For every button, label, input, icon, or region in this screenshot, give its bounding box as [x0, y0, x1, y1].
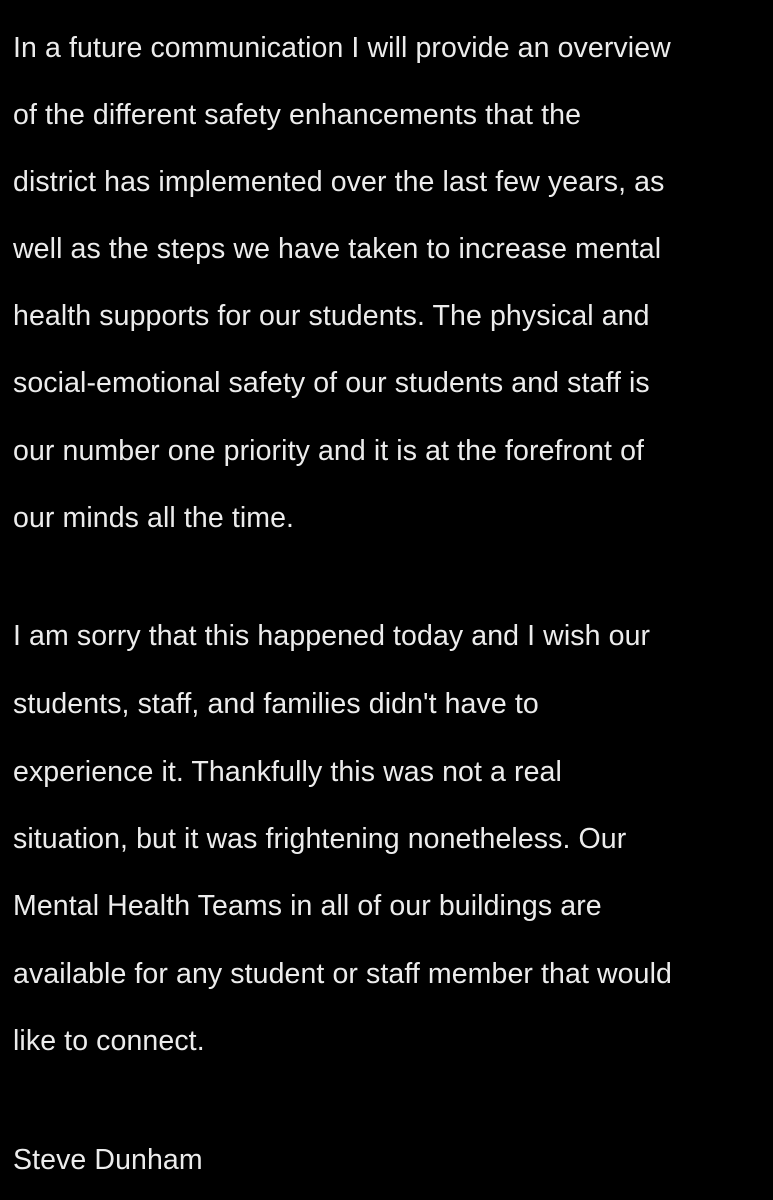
signature-name: Steve Dunham — [13, 1144, 203, 1176]
text-line: available for any student or staff member that would — [13, 958, 672, 990]
text-line: Mental Health Teams in all of our buildings are — [13, 890, 602, 922]
text-line: health supports for our students. The physical and — [13, 300, 650, 332]
text-line: experience it. Thankfully this was not a real — [13, 756, 562, 788]
text-line: district has implemented over the last few years, as — [13, 166, 665, 198]
text-line: In a future communication I will provide an overview — [13, 32, 671, 64]
text-line: our minds all the time. — [13, 502, 295, 534]
text-line: of the different safety enhancements that the — [13, 99, 582, 131]
text-line: I am sorry that this happened today and I wish our — [13, 620, 651, 652]
text-line: our number one priority and it is at the forefront of — [13, 435, 645, 467]
text-line: social-emotional safety of our students and staff is — [13, 367, 650, 399]
text-line: like to connect. — [13, 1025, 205, 1057]
text-line: situation, but it was frightening nonetheless. Our — [13, 823, 627, 855]
text-line: well as the steps we have taken to increase mental — [13, 233, 662, 265]
text-line: students, staff, and families didn't have to — [13, 688, 539, 720]
